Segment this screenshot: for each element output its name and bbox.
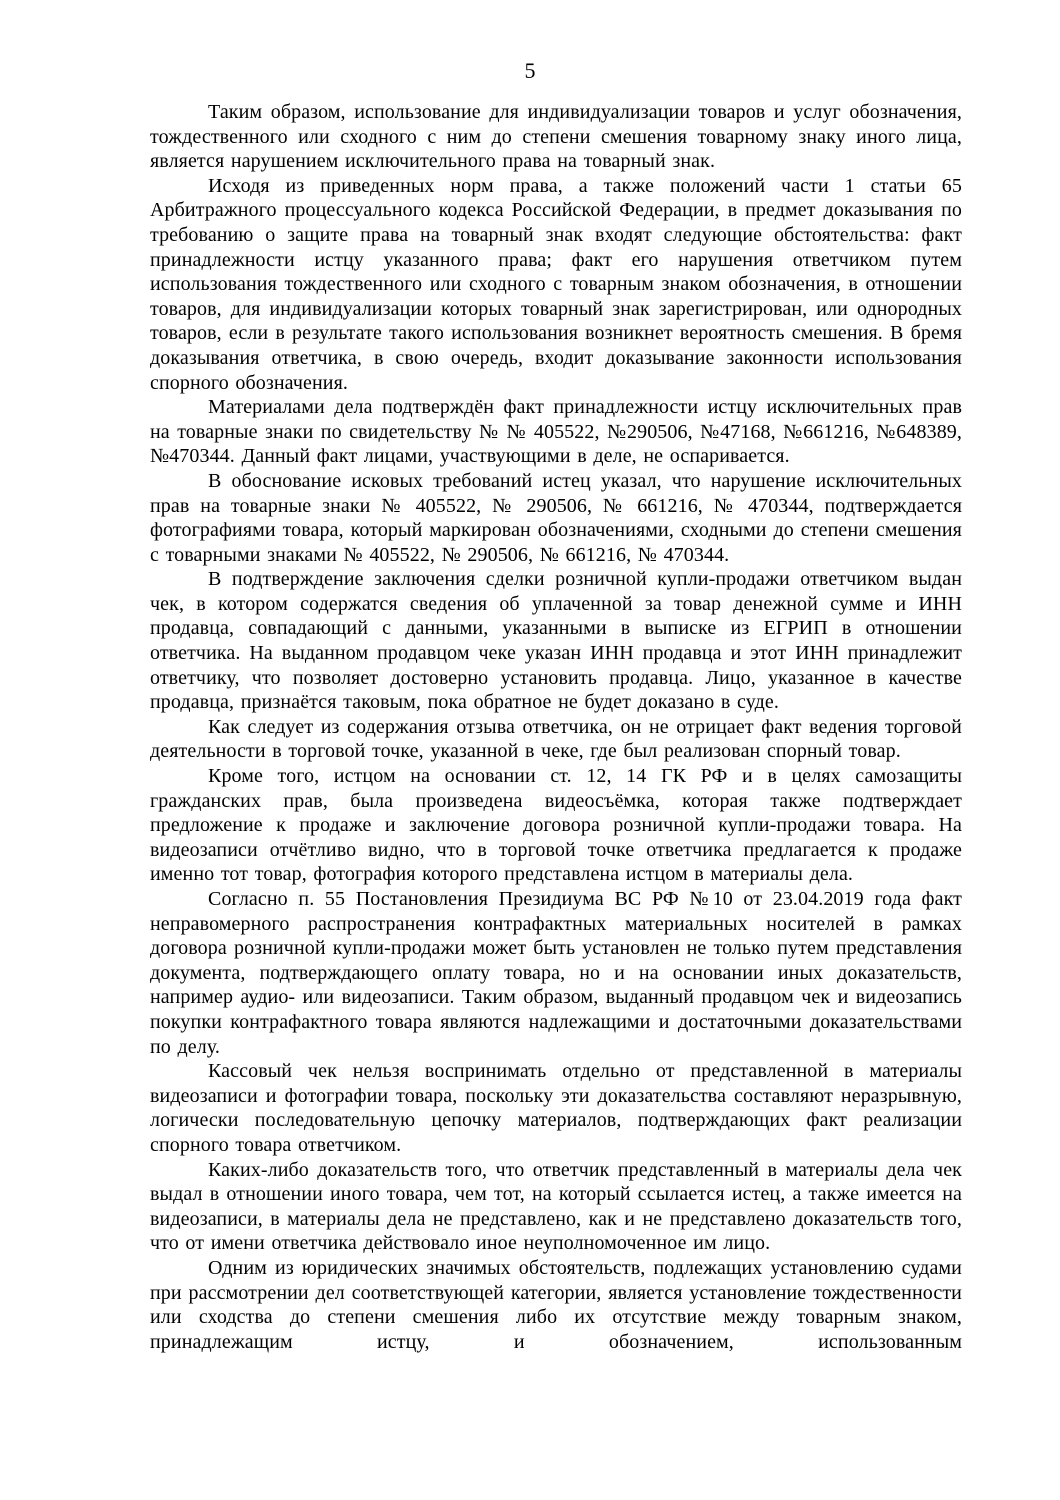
document-body — [150, 100, 962, 1354]
paragraph: Одним из юридических значимых обстоятельств, подлежащих установлению судами при рассмотрении дел соответствующей категории, является установление тождественности или сходства до степени смешения либо их отсутствие между товарным знаком, принадлежащим истцу, и обозначением, использованным — [150, 1256, 962, 1353]
paragraph: В подтверждение заключения сделки розничной купли-продажи ответчиком выдан чек, в котором содержатся сведения об уплаченной за товар денежной сумме и ИНН продавца, совпадающий с данными, указанными в выписке из ЕГРИП в отношении ответчика. На выданном продавцом чеке указан ИНН продавца и этот ИНН принадлежит ответчику, что позволяет достоверно установить продавца. Лицо, указанное в качестве продавца, признаётся таковым, пока обратное не будет доказано в суде. — [150, 568, 962, 714]
paragraph: Как следует из содержания отзыва ответчика, он не отрицает факт ведения торговой деятельности в торговой точке, указанной в чеке, где был реализован спорный товар. — [150, 715, 962, 763]
paragraph: В обоснование исковых требований истец указал, что нарушение исключительных прав на товарные знаки № 405522, № 290506, № 661216, № 470344, подтверждается фотографиями товара, который маркирован обозначениями, сходными до степени смешения с товарными знаками № 405522, № 290506, № 661216, № 470344. — [150, 469, 962, 566]
paragraph: Согласно п. 55 Постановления Президиума ВС РФ №10 от 23.04.2019 года факт неправомерного распространения контрафактных материальных носителей в рамках договора розничной купли-продажи может быть установлен не только путем представления документа, подтверждающего оплату товара, но и на основании иных доказательств, например аудио- или видеозаписи. Таким образом, выданный продавцом чек и видеозапись покупки контрафактного товара являются надлежащими и достаточными доказательствами по делу. — [150, 888, 962, 1058]
paragraph: Кассовый чек нельзя воспринимать отдельно от представленной в материалы видеозаписи и фотографии товара, поскольку эти доказательства составляют неразрывную, логически последовательную цепочку материалов, подтверждающих факт реализации спорного товара ответчиком. — [150, 1060, 962, 1156]
paragraph: Таким образом, использование для индивидуализации товаров и услуг обозначения, тождественного или сходного с ним до степени смешения товарному знаку иного лица, является нарушением исключительного права на товарный знак. — [150, 101, 962, 173]
paragraph: Материалами дела подтверждён факт принадлежности истцу исключительных прав на товарные знаки по свидетельству № № 405522, №290506, №47168, №661216, №648389, №470344. Данный факт лицами, участвующими в деле, не оспаривается. — [150, 396, 962, 468]
paragraph: Каких-либо доказательств того, что ответчик представленный в материалы дела чек выдал в отношении иного товара, чем тот, на который ссылается истец, а также имеется на видеозаписи, в материалы дела не представлено, как и не представлено доказательств того, что от имени ответчика действовало иное неуполномоченное им лицо. — [150, 1158, 962, 1255]
paragraph: Кроме того, истцом на основании ст. 12, 14 ГК РФ и в целях самозащиты гражданских прав, была произведена видеосъёмка, которая также подтверждает предложение к продаже и заключение договора розничной купли-продажи товара. На видеозаписи отчётливо видно, что в торговой точке ответчика предлагается к продаже именно тот товар, фотография которого представлена истцом в материалы дела. — [150, 765, 962, 886]
paragraph: Исходя из приведенных норм права, а также положений части 1 статьи 65 Арбитражного процессуального кодекса Российской Федерации, в предмет доказывания по требованию о защите права на товарный знак входят следующие обстоятельства: факт принадлежности истцу указанного права; факт его нарушения ответчиком путем использования тождественного или сходного с товарным знаком обозначения, в отношении товаров, для индивидуализации которых товарный знак зарегистрирован, или однородных товаров, если в результате такого использования возникнет вероятность смешения. В бремя доказывания ответчика, в свою очередь, входит доказывание законности использования спорного обозначения. — [150, 174, 962, 394]
page-number: 5 — [524, 58, 536, 83]
